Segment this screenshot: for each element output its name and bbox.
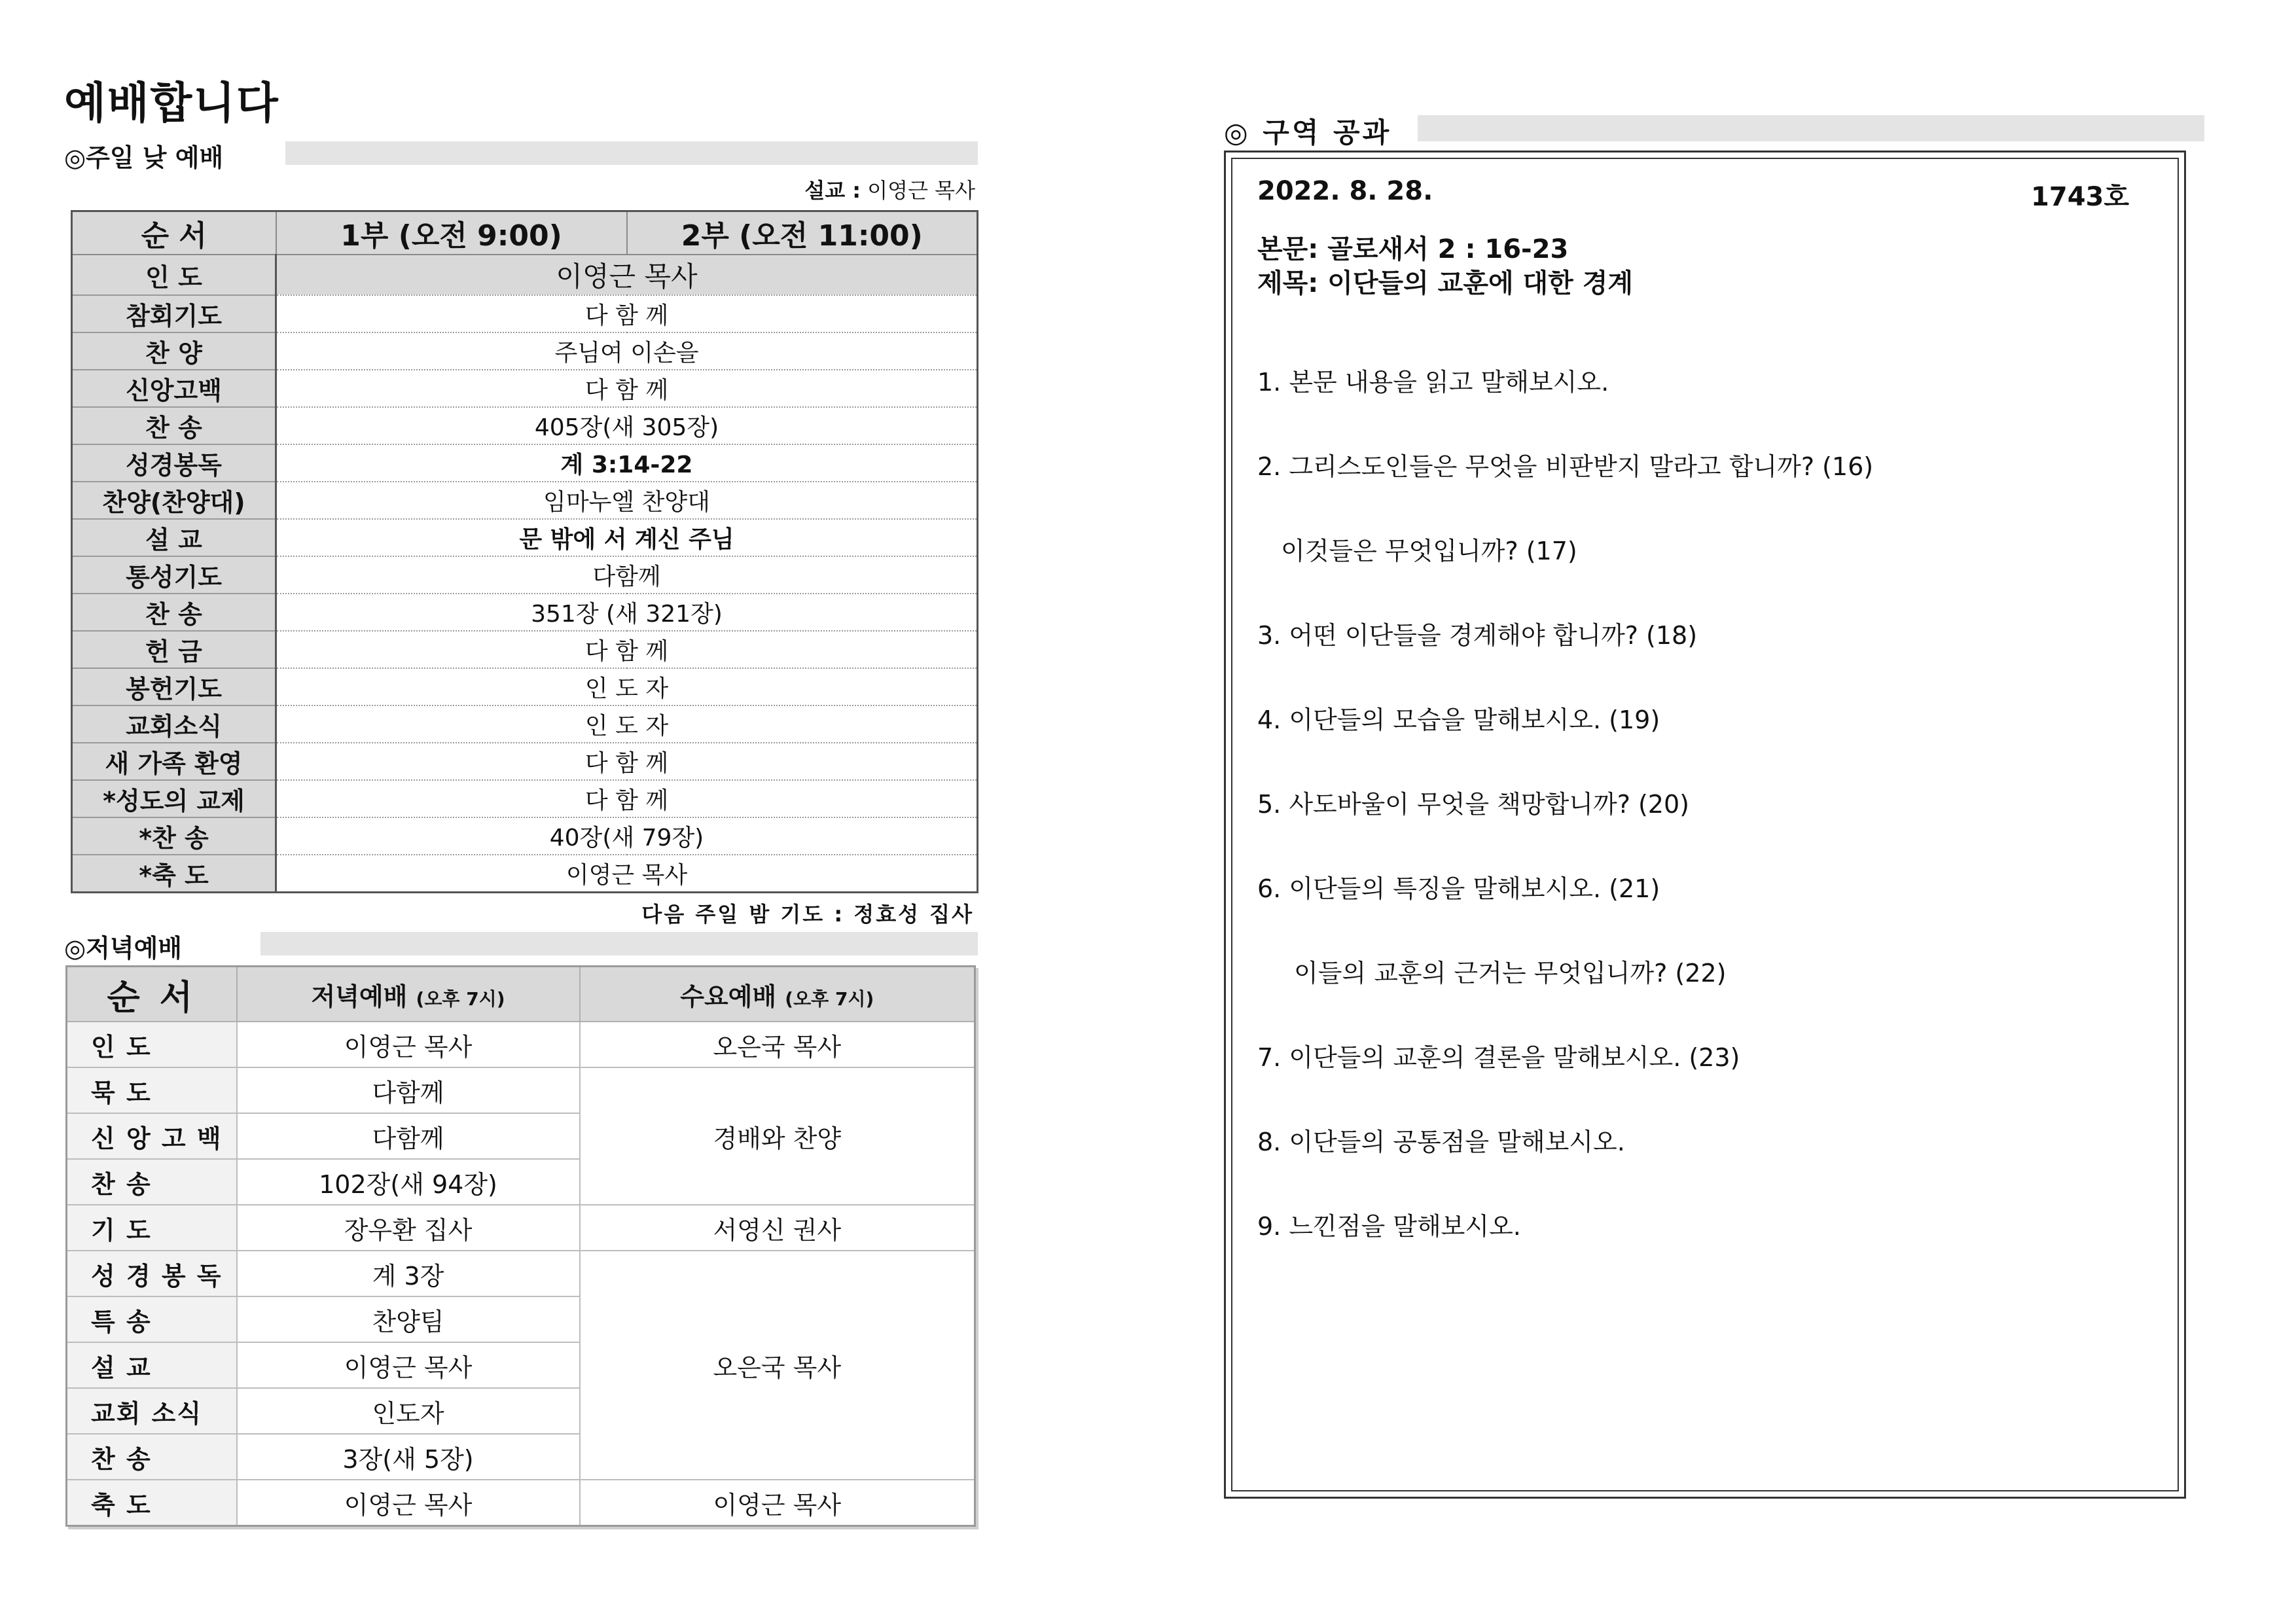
row-label: 성 경 봉 독 bbox=[67, 1251, 237, 1296]
table-row bbox=[72, 780, 978, 817]
row-label: 교회소식 bbox=[72, 705, 276, 743]
study-box-inner bbox=[1231, 158, 2179, 1491]
sunday-section-bar bbox=[285, 141, 978, 165]
question-item: 1. 본문 내용을 읽고 말해보시오. bbox=[1257, 368, 1609, 397]
question-item: 9. 느낀점을 말해보시오. bbox=[1257, 1212, 1521, 1241]
evening-service-name: 저녁예배 bbox=[311, 982, 408, 1011]
row-value: 다 함 께 bbox=[276, 631, 978, 668]
row-value: 이영근 목사 bbox=[276, 255, 978, 295]
table-row bbox=[67, 1480, 975, 1526]
sunday-order-table bbox=[71, 210, 978, 893]
question-item: 8. 이단들의 공통점을 말해보시오. bbox=[1257, 1128, 1625, 1156]
table-row bbox=[72, 594, 978, 631]
sermon-preacher-note bbox=[804, 174, 975, 204]
header-first-service: 1부 (오전 9:00) bbox=[276, 211, 627, 255]
evening-value: 이영근 목사 bbox=[237, 1022, 580, 1067]
row-label: 특 송 bbox=[67, 1296, 237, 1342]
study-section-title: ◎ 구역 공과 bbox=[1224, 116, 1392, 149]
wednesday-value: 서영신 권사 bbox=[580, 1205, 975, 1251]
question-item: 5. 사도바울이 무엇을 책망합니까? (20) bbox=[1257, 790, 1689, 819]
row-label: 기 도 bbox=[67, 1205, 237, 1251]
wednesday-value: 오은국 목사 bbox=[580, 1022, 975, 1067]
row-value: 405장(새 305장) bbox=[276, 407, 978, 444]
header-evening-service bbox=[237, 967, 580, 1022]
table-row bbox=[72, 631, 978, 668]
question-item: 이들의 교훈의 근거는 무엇입니까? (22) bbox=[1294, 959, 1727, 988]
row-label: *성도의 교제 bbox=[72, 780, 276, 817]
study-section-bar bbox=[1418, 115, 2204, 141]
row-value: 40장(새 79장) bbox=[276, 817, 978, 855]
row-value: 다 함 께 bbox=[276, 295, 978, 332]
table-row bbox=[72, 444, 978, 482]
table-row bbox=[72, 817, 978, 855]
row-value: 다 함 께 bbox=[276, 370, 978, 407]
evening-value: 다함께 bbox=[237, 1067, 580, 1113]
question-item: 7. 이단들의 교훈의 결론을 말해보시오. (23) bbox=[1257, 1043, 1740, 1072]
row-label: 신 앙 고 백 bbox=[67, 1113, 237, 1159]
row-value: 이영근 목사 bbox=[276, 855, 978, 893]
row-label: 통성기도 bbox=[72, 556, 276, 594]
evening-value: 3장(새 5장) bbox=[237, 1434, 580, 1480]
wednesday-service-name: 수요예배 bbox=[680, 982, 777, 1011]
row-label: *찬 송 bbox=[72, 817, 276, 855]
study-box bbox=[1224, 151, 2186, 1499]
table-row bbox=[72, 295, 978, 332]
row-value: 주님여 이손을 bbox=[276, 332, 978, 370]
table-row bbox=[72, 743, 978, 780]
row-label: 성경봉독 bbox=[72, 444, 276, 482]
evening-section-bar bbox=[260, 932, 978, 955]
evening-value: 이영근 목사 bbox=[237, 1342, 580, 1388]
row-label: 새 가족 환영 bbox=[72, 743, 276, 780]
study-date: 2022. 8. 28. bbox=[1257, 176, 1433, 206]
table-row bbox=[72, 255, 978, 295]
row-label: 설 교 bbox=[72, 519, 276, 556]
study-issue-number: 1743호 bbox=[2031, 182, 2129, 212]
table-row bbox=[67, 1067, 975, 1113]
sunday-header-row bbox=[72, 211, 978, 255]
table-row bbox=[72, 519, 978, 556]
table-row bbox=[67, 1251, 975, 1296]
wednesday-value: 오은국 목사 bbox=[580, 1251, 975, 1480]
row-label: 찬 송 bbox=[72, 407, 276, 444]
wednesday-service-time: (오후 7시) bbox=[785, 988, 874, 1010]
table-row bbox=[72, 668, 978, 705]
row-label: 봉헌기도 bbox=[72, 668, 276, 705]
row-label: 헌 금 bbox=[72, 631, 276, 668]
header-order: 순 서 bbox=[72, 211, 276, 255]
row-label: 찬양(찬양대) bbox=[72, 482, 276, 519]
row-label: 찬 송 bbox=[67, 1434, 237, 1480]
study-scripture: 본문: 골로새서 2 : 16-23 bbox=[1257, 234, 1569, 264]
header-second-service: 2부 (오전 11:00) bbox=[627, 211, 978, 255]
table-row bbox=[67, 1205, 975, 1251]
sunday-section-title: ◎주일 낮 예배 bbox=[64, 143, 224, 172]
evening-header-row bbox=[67, 967, 975, 1022]
header-wednesday-service bbox=[580, 967, 975, 1022]
row-value: 임마누엘 찬양대 bbox=[276, 482, 978, 519]
evening-section-title: ◎저녁예배 bbox=[64, 934, 182, 963]
row-label: 설 교 bbox=[67, 1342, 237, 1388]
row-value: 다함께 bbox=[276, 556, 978, 594]
question-item: 6. 이단들의 특징을 말해보시오. (21) bbox=[1257, 874, 1660, 903]
question-item: 이것들은 무엇입니까? (17) bbox=[1281, 537, 1577, 565]
evening-value: 찬양팀 bbox=[237, 1296, 580, 1342]
row-label: 신앙고백 bbox=[72, 370, 276, 407]
table-row bbox=[72, 855, 978, 893]
evening-value: 102장(새 94장) bbox=[237, 1159, 580, 1205]
evening-value: 장우환 집사 bbox=[237, 1205, 580, 1251]
table-row bbox=[67, 1022, 975, 1067]
row-label: 찬 양 bbox=[72, 332, 276, 370]
sermon-preacher: 이영근 목사 bbox=[867, 178, 975, 203]
wednesday-value: 경배와 찬양 bbox=[580, 1067, 975, 1205]
row-label: 찬 송 bbox=[67, 1159, 237, 1205]
question-item: 2. 그리스도인들은 무엇을 비판받지 말라고 합니까? (16) bbox=[1257, 452, 1874, 481]
table-row bbox=[72, 370, 978, 407]
table-row bbox=[72, 482, 978, 519]
evening-value: 인도자 bbox=[237, 1388, 580, 1434]
table-row bbox=[72, 407, 978, 444]
evening-service-time: (오후 7시) bbox=[416, 988, 505, 1010]
row-value: 인 도 자 bbox=[276, 668, 978, 705]
row-label: 인 도 bbox=[72, 255, 276, 295]
evening-value: 계 3장 bbox=[237, 1251, 580, 1296]
row-value: 다 함 께 bbox=[276, 780, 978, 817]
row-value: 351장 (새 321장) bbox=[276, 594, 978, 631]
table-row bbox=[72, 705, 978, 743]
row-value: 다 함 께 bbox=[276, 743, 978, 780]
row-label: *축 도 bbox=[72, 855, 276, 893]
next-week-prayer-note: 다음 주일 밤 기도 : 정효성 집사 bbox=[641, 902, 974, 927]
evening-value: 이영근 목사 bbox=[237, 1480, 580, 1526]
study-subject: 제목: 이단들의 교훈에 대한 경계 bbox=[1257, 268, 1634, 298]
row-label: 교회 소식 bbox=[67, 1388, 237, 1434]
row-label: 인 도 bbox=[67, 1022, 237, 1067]
header-order: 순 서 bbox=[67, 967, 237, 1022]
row-value: 문 밖에 서 계신 주님 bbox=[276, 519, 978, 556]
table-row bbox=[72, 332, 978, 370]
row-label: 축 도 bbox=[67, 1480, 237, 1526]
row-label: 찬 송 bbox=[72, 594, 276, 631]
sermon-label: 설교 : bbox=[804, 178, 861, 203]
row-value: 계 3:14-22 bbox=[276, 444, 978, 482]
row-label: 묵 도 bbox=[67, 1067, 237, 1113]
question-item: 4. 이단들의 모습을 말해보시오. (19) bbox=[1257, 705, 1660, 734]
row-value: 인 도 자 bbox=[276, 705, 978, 743]
evening-order-table bbox=[65, 965, 976, 1527]
page-title: 예배합니다 bbox=[64, 78, 279, 128]
evening-value: 다함께 bbox=[237, 1113, 580, 1159]
question-item: 3. 어떤 이단들을 경계해야 합니까? (18) bbox=[1257, 621, 1698, 650]
wednesday-value: 이영근 목사 bbox=[580, 1480, 975, 1526]
row-label: 참회기도 bbox=[72, 295, 276, 332]
table-row bbox=[72, 556, 978, 594]
